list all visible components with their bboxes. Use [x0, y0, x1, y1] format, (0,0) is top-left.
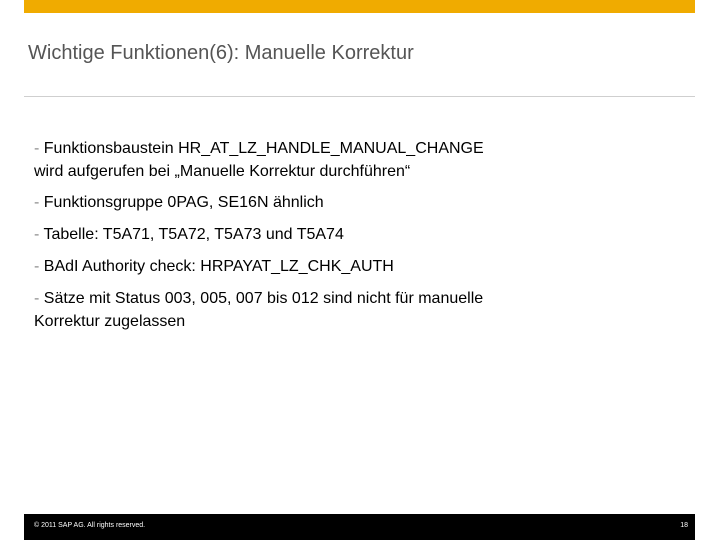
copyright-notice: © 2011 SAP AG. All rights reserved. [34, 522, 146, 529]
bullet-text: Sätze mit Status 003, 005, 007 bis 012 sind nicht für manuelle [43, 290, 484, 307]
bullet-marker: - [34, 140, 40, 157]
bullet-item [34, 255, 654, 278]
bullet-marker: - [34, 290, 40, 307]
bullet-text: Funktionsbaustein HR_AT_LZ_HANDLE_MANUAL_CHANGE [43, 140, 484, 157]
page-number: 18 [680, 522, 688, 529]
bullet-text-continuation: Korrektur zugelassen [34, 313, 186, 330]
top-accent-bar [24, 0, 695, 13]
bullet-marker: - [34, 194, 40, 211]
bullet-item [34, 137, 654, 183]
bullet-text: BAdI Authority check: HRPAYAT_LZ_CHK_AUTH [43, 258, 394, 275]
title-divider [24, 96, 695, 97]
bullet-item [34, 287, 654, 333]
bullet-text: Funktionsgruppe 0PAG, SE16N ähnlich [43, 194, 324, 211]
slide-title: Wichtige Funktionen(6): Manuelle Korrektur [28, 42, 414, 64]
bullet-marker: - [34, 258, 40, 275]
bullet-item [34, 191, 654, 214]
footer-bar [24, 514, 695, 540]
bullet-marker: - [34, 226, 40, 243]
bullet-text-continuation: wird aufgerufen bei „Manuelle Korrektur durchführen“ [34, 163, 411, 180]
bullet-item [34, 223, 654, 246]
bullet-text: Tabelle: T5A71, T5A72, T5A73 und T5A74 [43, 226, 344, 243]
